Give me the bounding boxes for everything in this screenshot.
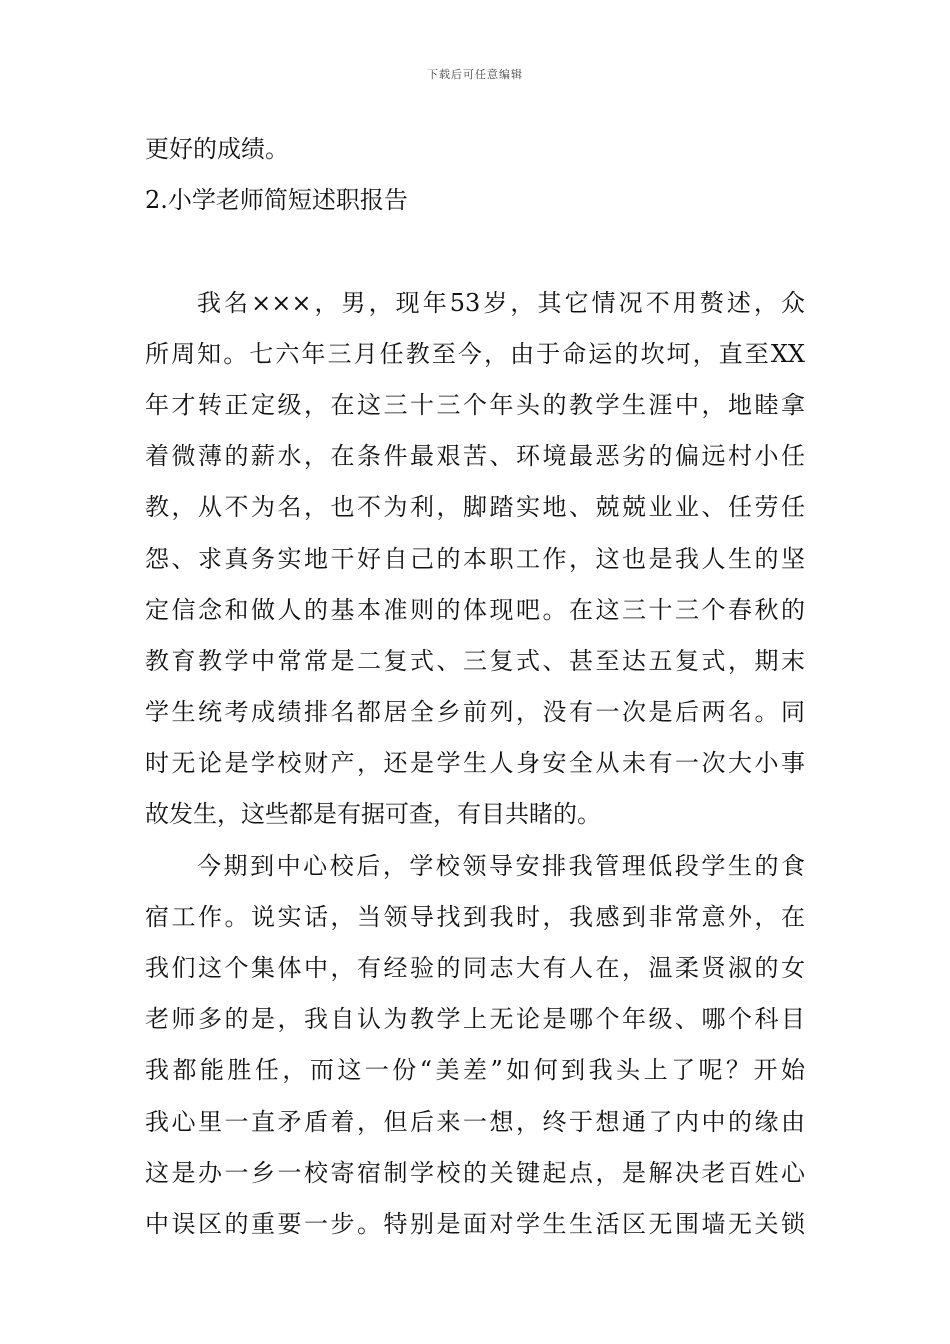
paragraph-2	[145, 841, 805, 1251]
text-line: 怨、求真务实地干好自己的本职工作，这也是我人生的坚	[145, 544, 805, 573]
text-line: 教育教学中常常是二复式、三复式、甚至达五复式，期末	[145, 646, 805, 675]
text-line: 我都能胜任，而这一份“美差”如何到我头上了呢？开始	[145, 1056, 805, 1085]
text-line: 宿工作。说实话，当领导找到我时，我感到非常意外，在	[145, 902, 805, 931]
text-line: 我心里一直矛盾着，但后来一想，终于想通了内中的缘由	[145, 1107, 805, 1136]
text-line: 故发生，这些都是有据可查，有目共睹的。	[145, 800, 601, 829]
text-line: 时无论是学校财产，还是学生人身安全从未有一次大小事	[145, 749, 805, 778]
text-line: 着微薄的薪水，在条件最艰苦、环境最恶劣的偏远村小任	[145, 442, 805, 471]
text-line: 定信念和做人的基本准则的体现吧。在这三十三个春秋的	[145, 595, 805, 624]
page-header: 下载后可任意编辑	[427, 68, 523, 81]
text-line: 我名×××，男，现年53岁，其它情况不用赘述，众	[197, 288, 805, 317]
document-body	[145, 124, 805, 1250]
section-heading: 2.小学老师简短述职报告	[145, 186, 408, 215]
text-line: 学生统考成绩排名都居全乡前列，没有一次是后两名。同	[145, 698, 805, 727]
text-line: 我们这个集体中，有经验的同志大有人在，温柔贤淑的女	[145, 954, 805, 982]
text-line: 老师多的是，我自认为教学上无论是哪个年级、哪个科目	[145, 1005, 805, 1034]
text-line: 中误区的重要一步。特别是面对学生生活区无围墙无关锁	[145, 1209, 805, 1238]
blank-line	[145, 226, 805, 277]
text-line: 年才转正定级，在这三十三个年头的教学生涯中，地睦拿	[145, 390, 805, 419]
text-line: 更好的成绩。	[145, 135, 289, 163]
text-line: 今期到中心校后，学校领导安排我管理低段学生的食	[197, 851, 805, 880]
text-line: 所周知。七六年三月任教至今，由于命运的坎坷，直至XX	[145, 339, 805, 368]
paragraph-1	[145, 278, 805, 841]
text-line: 教，从不为名，也不为利，脚踏实地、兢兢业业、任劳任	[145, 493, 805, 522]
text-line: 这是办一乡一校寄宿制学校的关键起点，是解决老百姓心	[145, 1158, 805, 1187]
